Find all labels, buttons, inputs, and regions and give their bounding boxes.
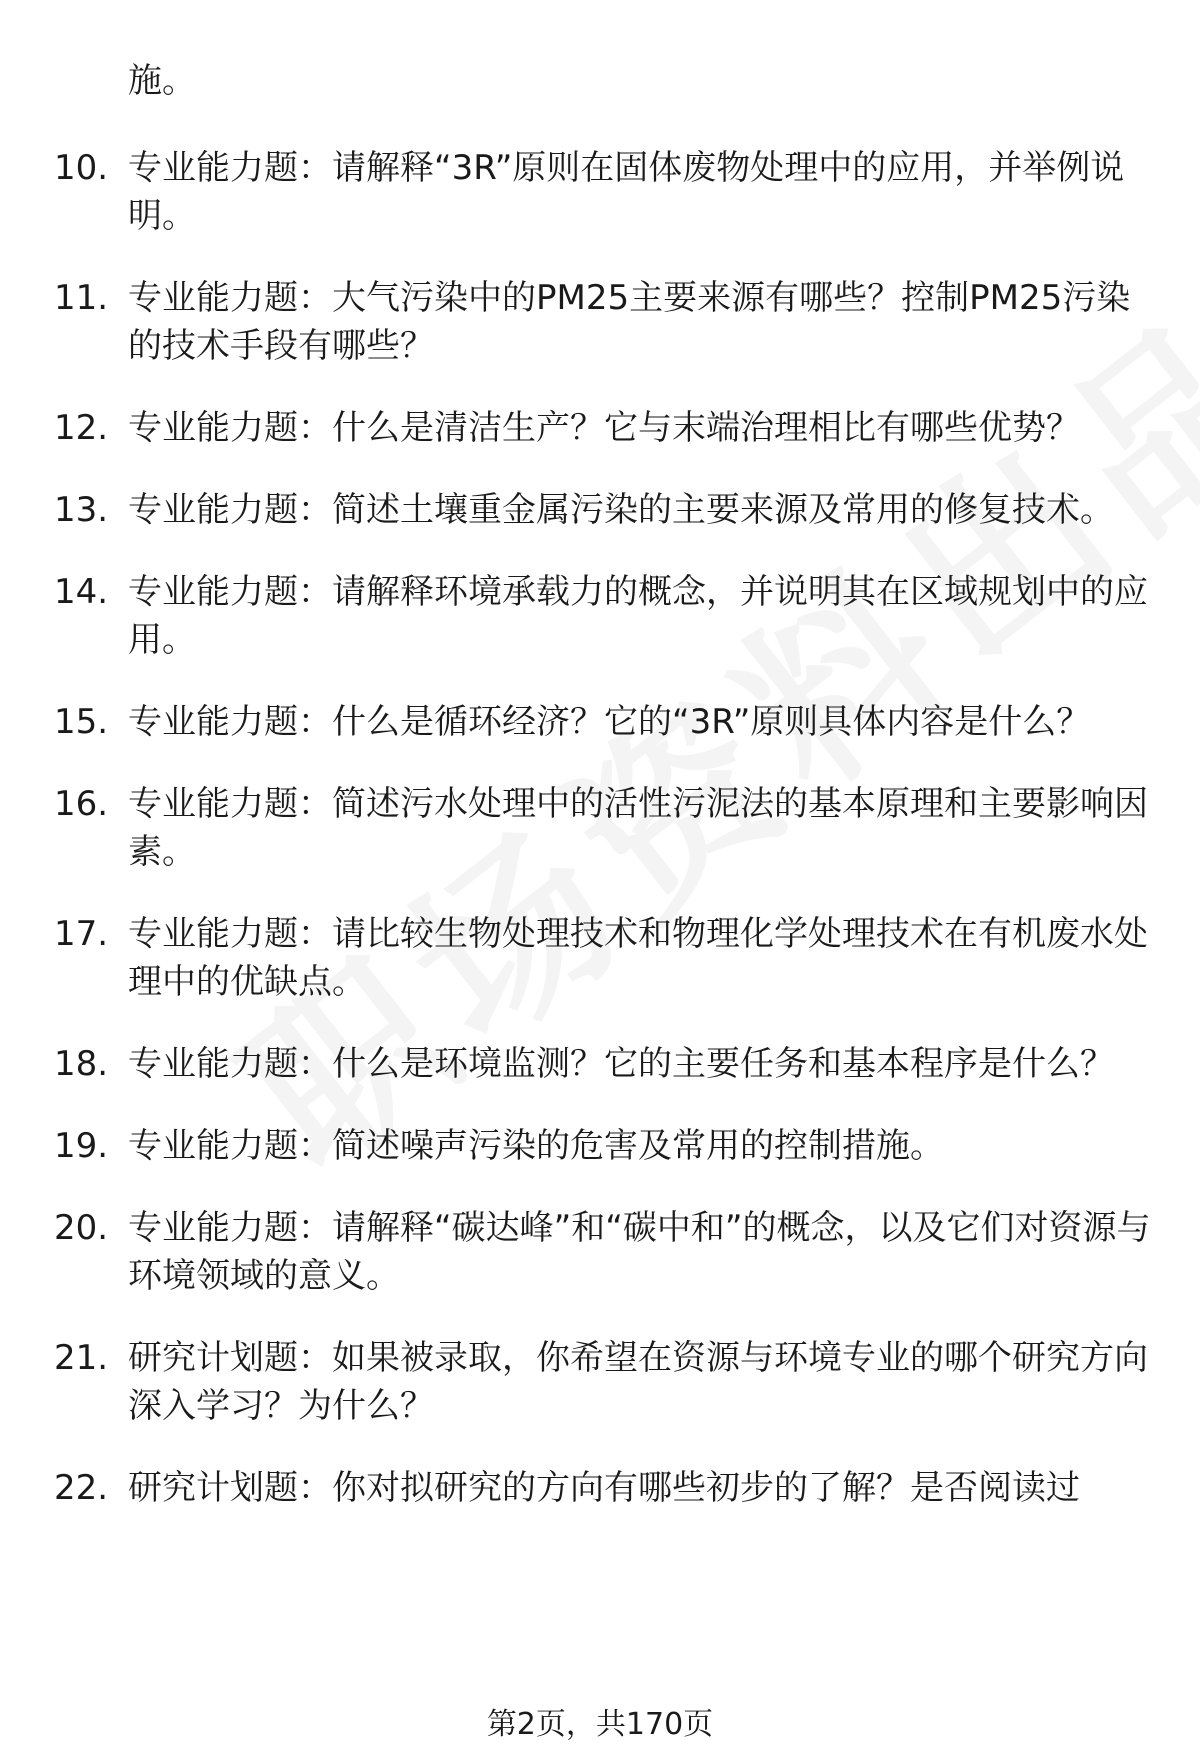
list-item [0,780,1200,876]
item-text: 专业能力题：请解释“3R”原则在固体废物处理中的应用，并举例说明。 [128,148,1125,236]
list-item [0,698,1200,746]
item-number: 22. [54,1468,109,1508]
item-number: 12. [54,408,109,448]
list-item [0,568,1200,664]
item-number: 11. [54,278,109,318]
item-number: 20. [54,1208,109,1248]
continuation-text: 施。 [128,61,196,101]
list-item [0,486,1200,534]
question-list [0,144,1200,1546]
page-footer: 第2页，共170页 [486,1707,714,1742]
item-text: 专业能力题：请解释“碳达峰”和“碳中和”的概念，以及它们对资源与环境领域的意义。 [128,1208,1151,1296]
list-item [0,1334,1200,1430]
item-text: 专业能力题：什么是循环经济？它的“3R”原则具体内容是什么？ [128,702,1091,742]
item-text: 研究计划题：如果被录取，你希望在资源与环境专业的哪个研究方向深入学习？为什么？ [128,1338,1148,1426]
item-text: 专业能力题：请解释环境承载力的概念，并说明其在区域规划中的应用。 [128,572,1148,660]
item-text: 专业能力题：简述噪声污染的危害及常用的控制措施。 [128,1126,944,1166]
list-item [0,1040,1200,1088]
list-item [0,404,1200,452]
item-number: 19. [54,1126,109,1166]
list-item [0,910,1200,1006]
item-text: 专业能力题：大气污染中的PM25主要来源有哪些？控制PM25污染的技术手段有哪些？ [128,278,1131,366]
item-number: 16. [54,784,109,824]
item-number: 17. [54,914,109,954]
item-text: 专业能力题：简述土壤重金属污染的主要来源及常用的修复技术。 [128,490,1114,530]
item-number: 15. [54,702,109,742]
item-text: 专业能力题：请比较生物处理技术和物理化学处理技术在有机废水处理中的优缺点。 [128,914,1148,1002]
list-item [0,1204,1200,1300]
item-number: 18. [54,1044,109,1084]
item-number: 13. [54,490,109,530]
list-item [0,274,1200,370]
list-item [0,1122,1200,1170]
item-text: 专业能力题：简述污水处理中的活性污泥法的基本原理和主要影响因素。 [128,784,1148,872]
item-text: 专业能力题：什么是清洁生产？它与末端治理相比有哪些优势？ [128,408,1080,448]
item-number: 14. [54,572,109,612]
item-number: 10. [54,148,109,188]
item-text: 专业能力题：什么是环境监测？它的主要任务和基本程序是什么？ [128,1044,1114,1084]
list-item [0,1464,1200,1512]
list-item [0,144,1200,240]
item-number: 21. [54,1338,109,1378]
item-text: 研究计划题：你对拟研究的方向有哪些初步的了解？是否阅读过 [128,1468,1080,1508]
